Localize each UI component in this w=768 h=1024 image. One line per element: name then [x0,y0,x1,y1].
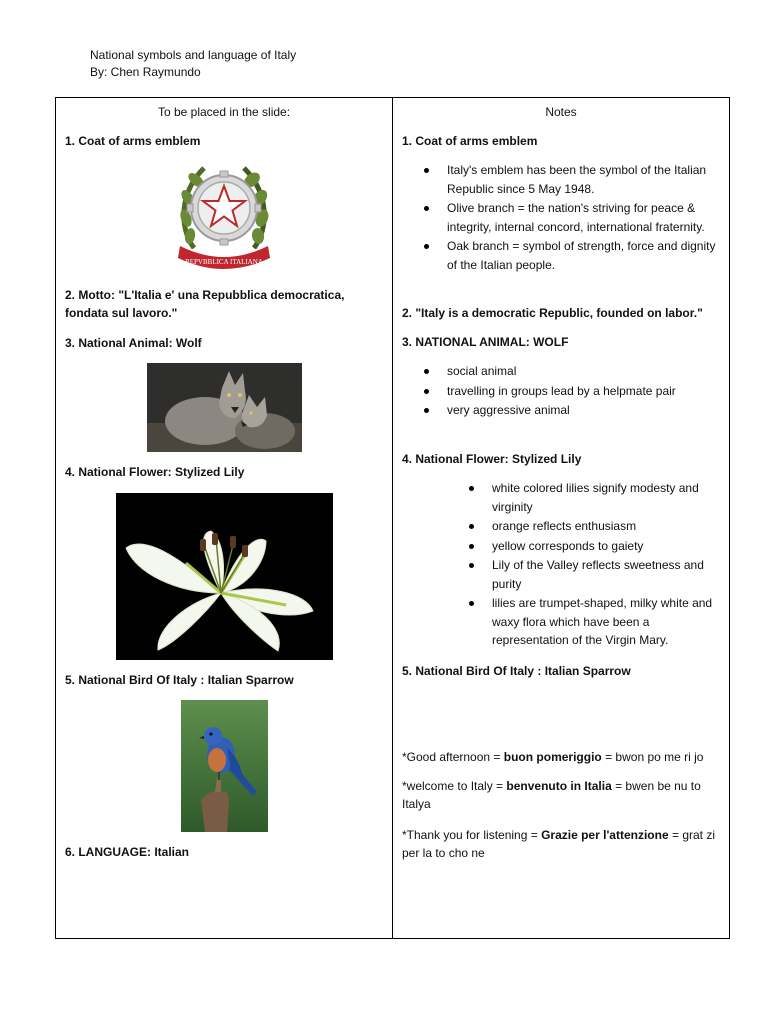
notes-flower-list [492,479,722,651]
left-column-heading: To be placed in the slide: [157,105,291,119]
list-item: travelling in groups lead by a helpmate pair [447,382,719,401]
wolf-image [147,363,302,452]
document-author: By: Chen Raymundo [90,65,201,79]
list-item: yellow corresponds to gaiety [492,537,722,556]
left-item-language: 6. LANGUAGE: Italian [65,845,190,859]
phrase-good-afternoon: *Good afternoon = buon pomeriggio = bwon po me ri jo [402,750,704,764]
phrase-thank-you: *Thank you for listening = Grazie per l'attenzione = grat zi per la to cho ne [402,828,715,860]
notes-bird-title: 5. National Bird Of Italy : Italian Sparrow [402,664,631,678]
list-item: lilies are trumpet-shaped, milky white and waxy flora which have been a representation of the Virgin Mary. [492,594,722,650]
left-item-coat-of-arms: 1. Coat of arms emblem [65,134,201,148]
notes-animal-list [447,362,719,421]
notes-animal-title: 3. NATIONAL ANIMAL: WOLF [402,335,569,349]
notes-flower-title: 4. National Flower: Stylized Lily [402,452,582,466]
italian-phrase: benvenuto in Italia [506,779,612,793]
list-item: very aggressive animal [447,401,719,420]
left-item-national-flower: 4. National Flower: Stylized Lily [65,465,245,479]
list-item: Italy's emblem has been the symbol of the Italian Republic since 5 May 1948. [447,161,719,198]
italian-phrase: buon pomeriggio [503,750,602,764]
svg-text:REPVBBLICA ITALIANA: REPVBBLICA ITALIANA [185,258,263,266]
lily-image [116,493,333,660]
column-divider [392,98,393,938]
notes-coat-of-arms-title: 1. Coat of arms emblem [402,134,538,148]
list-item: social animal [447,362,719,381]
notes-coat-of-arms-list [447,161,719,275]
notes-motto-title: 2. "Italy is a democratic Republic, founded on labor." [402,306,703,320]
list-item: orange reflects enthusiasm [492,517,722,536]
italian-phrase: Grazie per l'attenzione [541,828,669,842]
list-item: Lily of the Valley reflects sweetness and purity [492,556,722,593]
bird-image [181,700,268,832]
phrase-welcome: *welcome to Italy = benvenuto in Italia = bwen be nu to Italya [402,779,701,811]
list-item: Olive branch = the nation's striving for peace & integrity, internal concord, international fraternity. [447,199,719,236]
left-item-national-bird: 5. National Bird Of Italy : Italian Sparrow [65,673,294,687]
content-table [55,97,730,939]
right-column-heading: Notes [545,105,577,119]
document-title: National symbols and language of Italy [90,48,297,62]
left-item-national-animal: 3. National Animal: Wolf [65,336,202,350]
list-item: Oak branch = symbol of strength, force and dignity of the Italian people. [447,237,719,274]
list-item: white colored lilies signify modesty and virginity [492,479,722,516]
coat-of-arms-image [174,158,274,274]
document-header [90,47,296,81]
left-item-motto: 2. Motto: "L'Italia e' una Repubblica democratica, fondata sul lavoro." [65,288,345,320]
